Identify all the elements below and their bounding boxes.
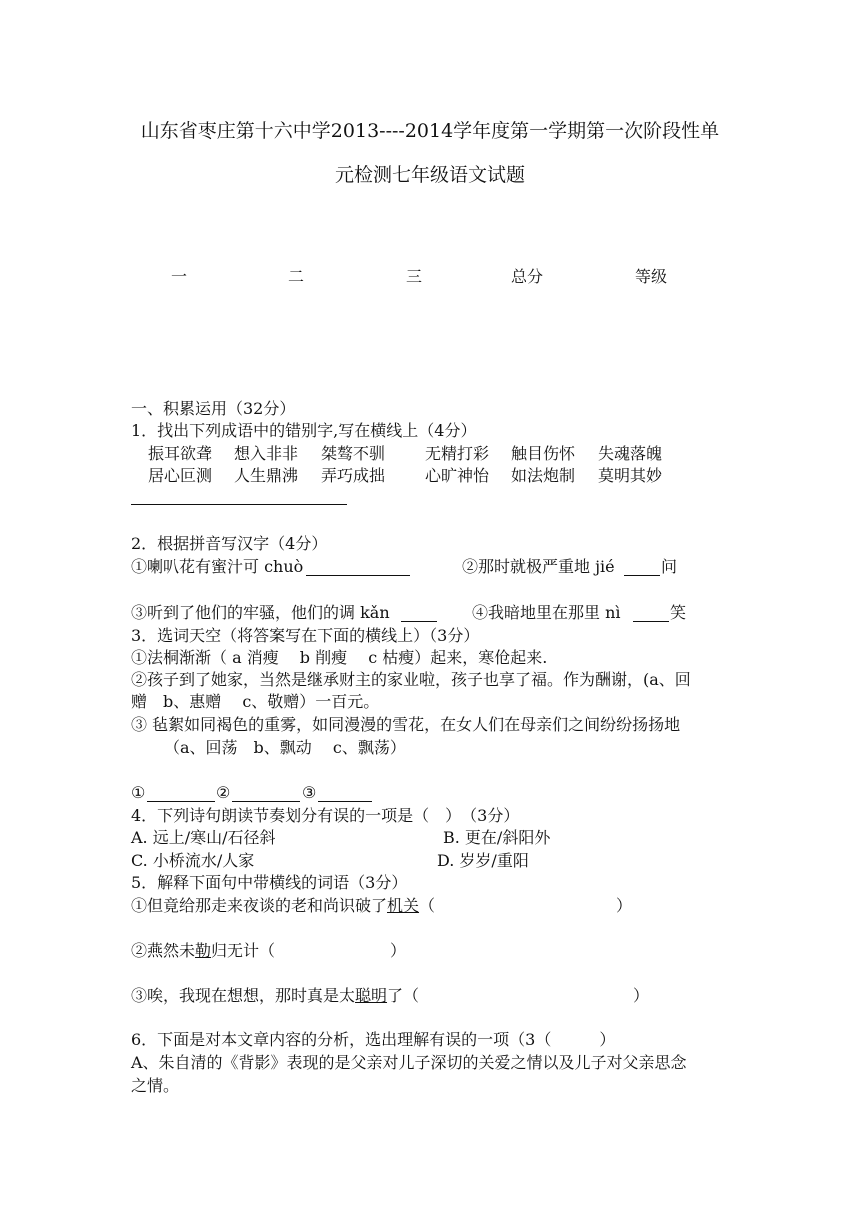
- q5-item2-close-paren: ）: [390, 941, 407, 960]
- score-col-2: 二: [288, 267, 305, 286]
- q4-option-a: A. 远上/寒山/石径斜: [131, 828, 276, 847]
- q5-item3-text-tail: 了（: [387, 986, 420, 1005]
- q2-answer-line-4[interactable]: [633, 621, 669, 622]
- q5-item1-close-paren: ）: [616, 896, 633, 915]
- q5-item2-text-tail: 归无计（: [211, 941, 276, 960]
- q5-item3-text: ③唉，我现在想想，那时真是太: [131, 986, 356, 1005]
- q1-answer-line[interactable]: [131, 504, 347, 505]
- q2-answer-line-3[interactable]: [401, 621, 437, 622]
- q3-item2-line1: ②孩子到了她家，当然是继承财主的家业啦，孩子也享了福。作为酬谢，(a、回: [131, 670, 691, 689]
- q3-answer-label-1: ①: [131, 783, 146, 802]
- q4-prompt: 4．下列诗句朗读节奏划分有误的一项是（ ） （3分）: [131, 806, 520, 825]
- q6-option-a-line2: 之情。: [131, 1076, 180, 1095]
- idiom: 弄巧成拙: [321, 466, 386, 485]
- q2-prompt: 2．根据拼音写汉字（4分）: [131, 534, 328, 553]
- q3-item2-line2: 赠 b、惠赠 c、敬赠）一百元。: [131, 692, 380, 711]
- idiom: 无精打彩: [425, 444, 490, 463]
- q3-item3-line1: ③ 毡絮如同褐色的重雾，如同漫漫的雪花，在女人们在母亲们之间纷纷扬扬地: [131, 715, 681, 734]
- q4-option-b: B. 更在/斜阳外: [443, 828, 551, 847]
- page-title-line1: 山东省枣庄第十六中学2013----2014学年度第一学期第一次阶段性单: [140, 120, 720, 142]
- q3-answer-label-3: ③: [302, 783, 317, 802]
- q5-item3: [131, 986, 419, 1006]
- section-heading: 一、积累运用（32分）: [131, 399, 296, 418]
- q2-item2: ②那时就极严重地 jié: [462, 557, 615, 576]
- score-col-3: 三: [406, 267, 423, 286]
- q2-item1: ①喇叭花有蜜汁可 chuò: [131, 557, 304, 576]
- q4-option-d: D. 岁岁/重阳: [437, 851, 529, 870]
- q3-item1: ①法桐渐渐（ a 消瘦 b 削瘦 c 枯瘦）起来，寒伧起来.: [131, 648, 548, 667]
- page-title-line2: 元检测七年级语文试题: [334, 164, 525, 186]
- q3-item3-line2: （a、回荡 b、飘动 c、飘荡）: [164, 738, 406, 757]
- idiom: 人生鼎沸: [234, 466, 299, 485]
- idiom: 居心叵测: [148, 466, 213, 485]
- q2-item4-tail: 笑: [670, 603, 687, 622]
- q3-answer-label-2: ②: [216, 783, 231, 802]
- idiom: 如法炮制: [511, 466, 576, 485]
- idiom: 心旷神怡: [425, 466, 490, 485]
- q5-item1-open-paren: （: [419, 896, 436, 915]
- q3-answer-line-1[interactable]: [147, 801, 215, 802]
- q5-prompt: 5．解释下面句中带横线的词语（3分）: [131, 873, 408, 892]
- score-col-total: 总分: [511, 267, 544, 286]
- q6-option-a-line1: A、朱自清的《背影》表现的是父亲对儿子深切的关爱之情以及儿子对父亲思念: [131, 1053, 687, 1072]
- q3-prompt: 3．选词天空（将答案写在下面的横线上）（3分）: [131, 626, 480, 645]
- score-col-1: 一: [171, 267, 188, 286]
- q2-item2-tail: 问: [661, 557, 678, 576]
- q5-item2-text: ②燕然未: [131, 941, 196, 960]
- q5-item1-underlined-word: 机关: [387, 896, 420, 915]
- score-col-grade: 等级: [635, 267, 668, 286]
- idiom: 触目伤怀: [511, 444, 576, 463]
- q5-item1-text: ①但竟给那走来夜谈的老和尚识破了: [131, 896, 388, 915]
- q2-item3: ③听到了他们的牢骚，他们的调 kǎn: [131, 603, 390, 622]
- q5-item1: [131, 896, 435, 916]
- q4-option-c: C. 小桥流水/人家: [131, 851, 255, 870]
- idiom: 振耳欲聋: [148, 444, 213, 463]
- q2-item4: ④我暗地里在那里 nì: [472, 603, 621, 622]
- idiom: 莫明其妙: [598, 466, 663, 485]
- q5-item2-underlined-word: 勒: [195, 941, 212, 960]
- q5-item3-close-paren: ）: [633, 986, 650, 1005]
- q6-prompt: 6．下面是对本文章内容的分析，选出理解有误的一项（3（ ）: [131, 1030, 616, 1049]
- idiom: 失魂落魄: [598, 444, 663, 463]
- q5-item2: [131, 941, 275, 961]
- idiom: 想入非非: [234, 444, 299, 463]
- q2-answer-line-2[interactable]: [624, 575, 660, 576]
- idiom: 桀骜不驯: [321, 444, 386, 463]
- q3-answer-line-3[interactable]: [318, 801, 372, 802]
- q2-answer-line-1[interactable]: [306, 575, 410, 576]
- q3-answer-line-2[interactable]: [232, 801, 300, 802]
- q5-item3-underlined-word: 聪明: [355, 986, 388, 1005]
- q1-prompt: 1．找出下列成语中的错别字,写在横线上（4分）: [131, 421, 477, 440]
